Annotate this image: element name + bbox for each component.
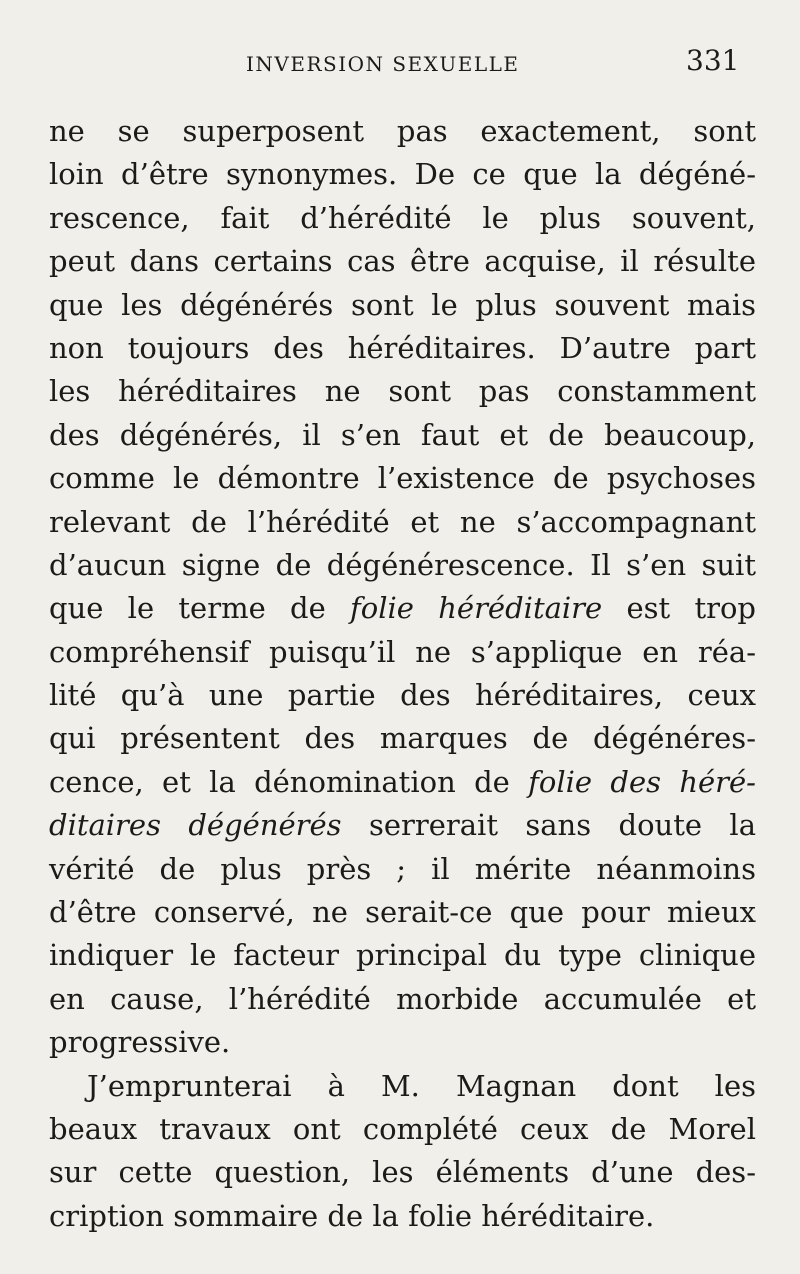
text-line: que les dégénérés sont le plus souvent mais	[49, 287, 756, 322]
body-text	[49, 110, 756, 1238]
text-segment: que le terme de	[49, 591, 351, 626]
text-line: d’aucun signe de dégénérescence. Il s’en suit	[49, 547, 756, 582]
italic-term: folie des héré-	[528, 764, 756, 799]
paragraph-1	[49, 110, 756, 1065]
text-line: comme le démontre l’existence de psychoses	[49, 461, 756, 496]
text-line: ne se superposent pas exactement, sont	[49, 114, 756, 148]
text-line: J’emprunterai à M. Magnan dont les	[87, 1068, 756, 1103]
text-line: qui présentent des marques de dégénéres-	[49, 721, 756, 756]
italic-term: folie héréditaire	[350, 591, 603, 626]
text-line	[49, 761, 756, 804]
text-line: les héréditaires ne sont pas constamment	[49, 374, 756, 409]
text-line: beaux travaux ont complété ceux de Morel	[49, 1111, 756, 1146]
paragraph-2	[49, 1065, 756, 1239]
text-segment: serrerait sans doute la	[341, 808, 757, 843]
text-line: des dégénérés, il s’en faut et de beaucoup,	[49, 417, 756, 452]
text-line	[49, 587, 756, 630]
running-head	[0, 44, 800, 84]
text-line: vérité de plus près ; il mérite néanmoins	[49, 851, 756, 886]
text-line: d’être conservé, ne serait-ce que pour mieux	[49, 895, 756, 930]
text-line: en cause, l’hérédité morbide accumulée et	[49, 981, 756, 1016]
text-line: peut dans certains cas être acquise, il résulte	[49, 244, 756, 279]
text-segment: cence, et la dénomination de	[49, 764, 529, 799]
text-line: rescence, fait d’hérédité le plus souvent,	[49, 200, 756, 235]
page-number: 331	[686, 44, 740, 77]
text-line: cription sommaire de la folie héréditaire.	[49, 1198, 655, 1233]
text-line: indiquer le facteur principal du type clinique	[49, 938, 756, 973]
text-line: compréhensif puisqu’il ne s’applique en réa-	[49, 634, 756, 669]
text-line: loin d’être synonymes. De ce que la dégéné-	[49, 157, 756, 192]
text-line: sur cette question, les éléments d’une des-	[49, 1155, 756, 1190]
text-segment: est trop	[602, 591, 756, 626]
text-line: relevant de l’hérédité et ne s’accompagnant	[49, 504, 756, 539]
text-line	[49, 804, 756, 847]
text-line: non toujours des héréditaires. D’autre part	[49, 330, 756, 365]
text-line: progressive.	[49, 1025, 231, 1060]
running-head-title: INVERSION SEXUELLE	[246, 52, 520, 76]
italic-term: ditaires dégénérés	[49, 808, 342, 843]
text-line: lité qu’à une partie des héréditaires, ceux	[49, 678, 756, 713]
